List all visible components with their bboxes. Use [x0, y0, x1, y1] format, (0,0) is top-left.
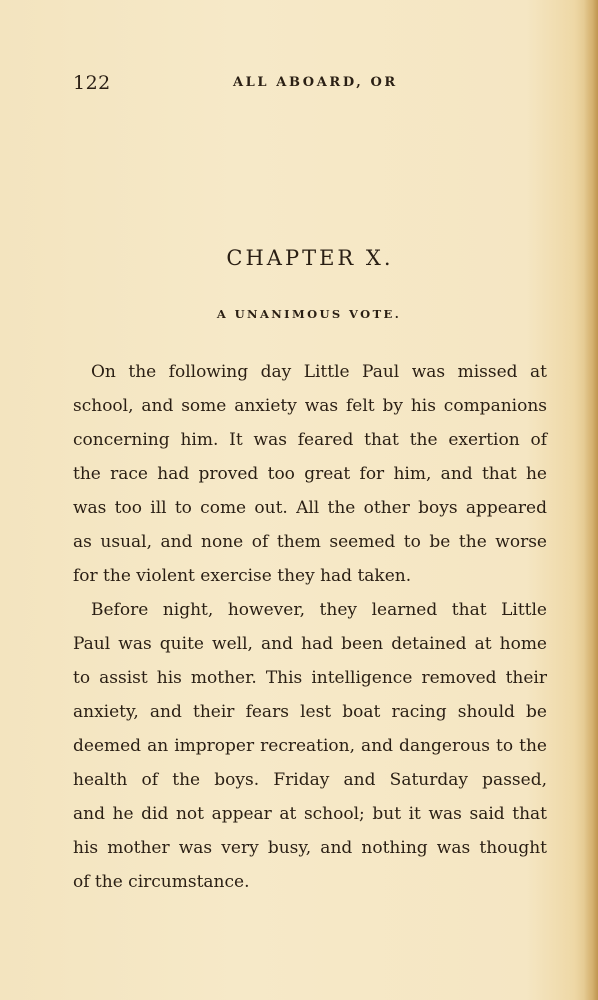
- page-header: [73, 72, 543, 94]
- text-line: for the violent exercise they had taken.: [73, 566, 412, 586]
- body-text: [73, 355, 547, 899]
- text-line: his mother was very busy, and nothing was thought: [73, 838, 547, 858]
- chapter-subtitle: A UNANIMOUS VOTE.: [216, 307, 402, 321]
- page-edge: [584, 0, 598, 1000]
- text-line: health of the boys. Friday and Saturday passed,: [73, 770, 547, 790]
- text-line: deemed an improper recreation, and dangerous to the: [73, 736, 547, 756]
- page-number: 122: [73, 72, 111, 94]
- text-line: school, and some anxiety was felt by his companions: [73, 396, 547, 416]
- text-line: Paul was quite well, and had been detained at home: [73, 634, 547, 654]
- text-line: and he did not appear at school; but it was said that: [73, 804, 547, 824]
- text-line: concerning him. It was feared that the exertion of: [73, 430, 547, 450]
- text-line: anxiety, and their fears lest boat racing should be: [73, 702, 547, 722]
- text-line: to assist his mother. This intelligence removed their: [73, 668, 547, 688]
- text-line: Before night, however, they learned that Little: [91, 600, 547, 620]
- paragraph: [73, 593, 547, 899]
- text-line: as usual, and none of them seemed to be the worse: [73, 532, 547, 552]
- text-line: On the following day Little Paul was missed at: [91, 362, 547, 382]
- chapter-title: CHAPTER X.: [226, 246, 394, 270]
- text-line: the race had proved too great for him, and that he: [73, 464, 547, 484]
- running-head: ALL ABOARD, OR: [233, 75, 398, 90]
- text-line: of the circumstance.: [73, 872, 250, 892]
- paragraph: [73, 355, 547, 593]
- text-line: was too ill to come out. All the other boys appeared: [73, 498, 547, 518]
